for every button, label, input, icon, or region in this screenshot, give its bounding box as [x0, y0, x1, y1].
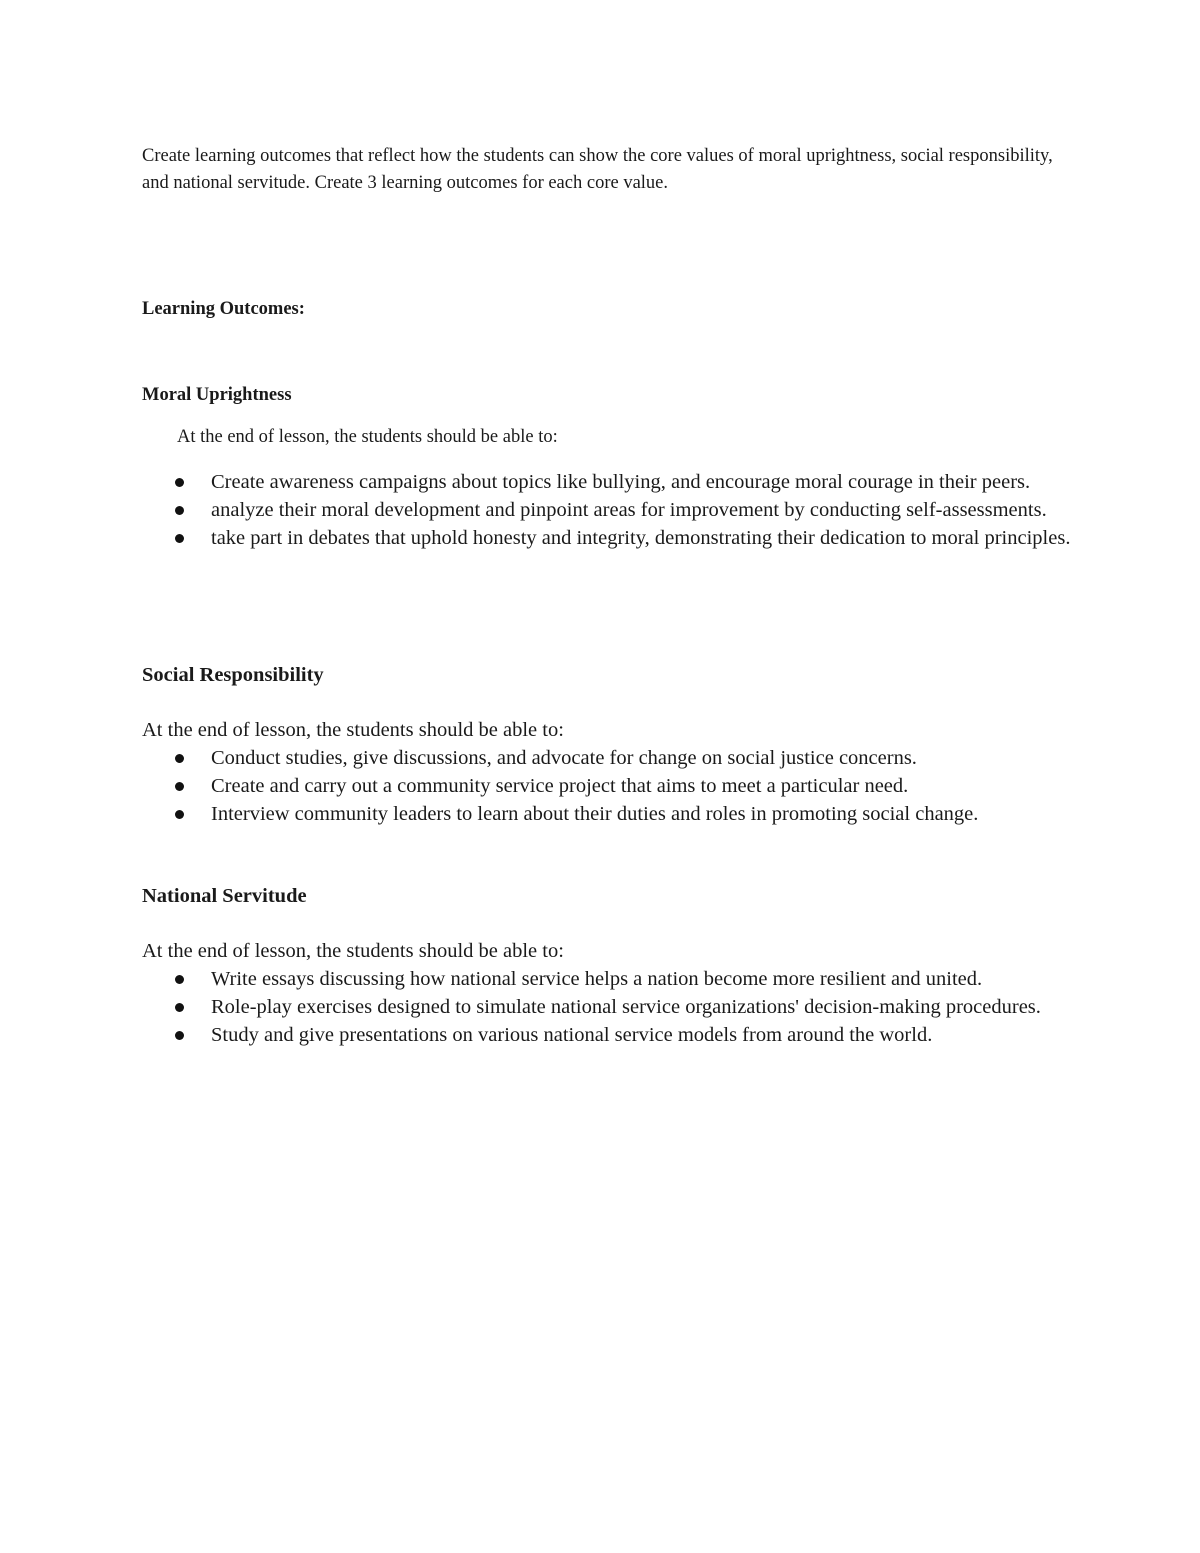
- bullet-list-social-responsibility: [142, 744, 1072, 828]
- list-item-text: Study and give presentations on various national service models from around the world.: [211, 1024, 933, 1046]
- section-title-moral-uprightness: Moral Uprightness: [142, 385, 292, 405]
- section-lead-moral-uprightness: At the end of lesson, the students should be able to:: [177, 427, 558, 447]
- list-item-text: Create and carry out a community service project that aims to meet a particular need.: [211, 775, 909, 797]
- list-item: [142, 468, 1072, 496]
- list-item-text: analyze their moral development and pinpoint areas for improvement by conducting self-assessments.: [211, 499, 1047, 521]
- bullet-icon: [175, 754, 184, 763]
- bullet-icon: [175, 506, 184, 515]
- list-item: [142, 496, 1072, 524]
- section-title-national-servitude: National Servitude: [142, 885, 307, 907]
- list-item: [142, 965, 1072, 993]
- bullet-list-national-servitude: [142, 965, 1072, 1049]
- list-item: [142, 744, 1072, 772]
- section-lead-national-servitude: At the end of lesson, the students should be able to:: [142, 940, 564, 962]
- list-item: [142, 1021, 1072, 1049]
- list-item-text: take part in debates that uphold honesty and integrity, demonstrating their dedication to moral principles.: [211, 527, 1071, 549]
- bullet-icon: [175, 1003, 184, 1012]
- bullet-list-moral-uprightness: [142, 468, 1072, 552]
- list-item-text: Create awareness campaigns about topics like bullying, and encourage moral courage in their peers.: [211, 471, 1031, 493]
- section-lead-social-responsibility: At the end of lesson, the students should be able to:: [142, 719, 564, 741]
- list-item-text: Write essays discussing how national service helps a nation become more resilient and united.: [211, 968, 983, 990]
- list-item: [142, 993, 1072, 1021]
- bullet-icon: [175, 782, 184, 791]
- list-item-text: Conduct studies, give discussions, and advocate for change on social justice concerns.: [211, 747, 917, 769]
- bullet-icon: [175, 534, 184, 543]
- section-title-social-responsibility: Social Responsibility: [142, 664, 324, 686]
- bullet-icon: [175, 975, 184, 984]
- intro-paragraph: Create learning outcomes that reflect how the students can show the core values of moral uprightness, social responsibility, and national servitude. Create 3 learning outcomes for each core value.: [142, 146, 1053, 193]
- learning-outcomes-heading: Learning Outcomes:: [142, 299, 305, 319]
- list-item-text: Interview community leaders to learn about their duties and roles in promoting social change.: [211, 803, 979, 825]
- list-item: [142, 772, 1072, 800]
- bullet-icon: [175, 810, 184, 819]
- bullet-icon: [175, 478, 184, 487]
- bullet-icon: [175, 1031, 184, 1040]
- list-item-text: Role-play exercises designed to simulate national service organizations' decision-making procedures.: [211, 996, 1041, 1018]
- list-item: [142, 524, 1072, 552]
- list-item: [142, 800, 1072, 828]
